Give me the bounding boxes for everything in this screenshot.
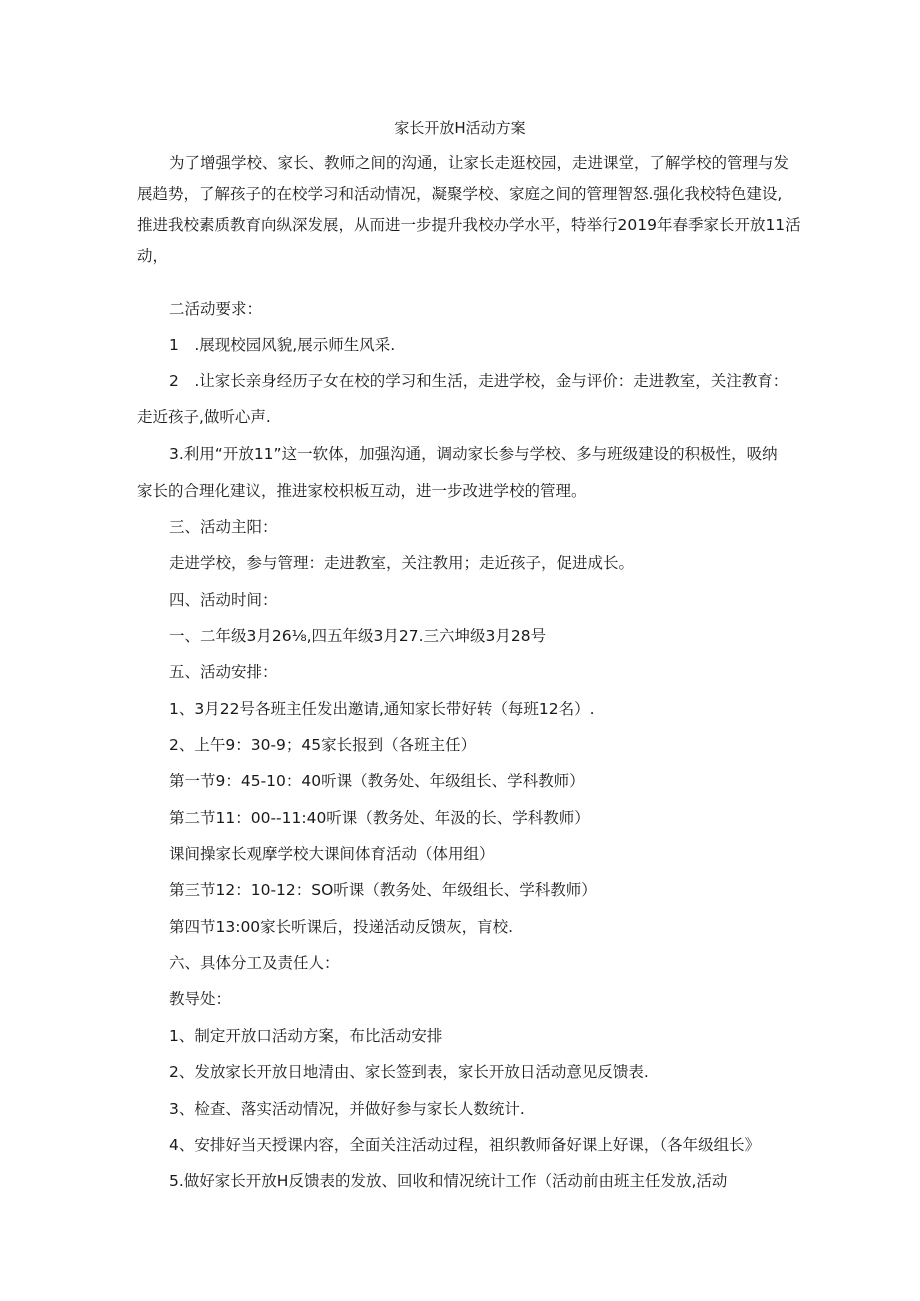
intro-line: 展趋势，了解孩子的在校学习和活动情况，凝聚学校、家庭之间的管理智怒.强化我校特色建设,: [137, 185, 783, 203]
requirement-item: 3.利用“开放11”这一软体，加强沟通，调动家长参与学校、多与班级建设的积极性，吸纳: [169, 445, 778, 463]
schedule-line: 第二节11：00--11:40听课（教务处、年汲的长、学科教师）: [169, 809, 590, 827]
intro-line: 为了增强学校、家长、教师之间的沟通，让家长走逛校园，走进课堂，了解学校的管理与发: [169, 154, 790, 172]
requirement-item: 1 .展现校园风貌,展示师生风采.: [169, 336, 396, 354]
schedule-line: 2、上午9：30-9；45家长报到（各班主任）: [169, 736, 477, 754]
requirement-item-continued: 家长的合理化建议，推进家校枳板互动，进一步改进学校的管理。: [137, 482, 587, 500]
schedule-line: 1、3月22号各班主任发出邀请,通知家长带好转（每班12名）.: [169, 700, 595, 718]
schedule-line: 第四节13:00家长听课后，投递活动反馈灰，肓校.: [169, 918, 514, 936]
section-heading-responsibilities: 六、具体分工及责任人：: [169, 954, 340, 972]
responsibility-line: 3、检查、落实活动情况，并做好参与家长人数统计.: [169, 1100, 525, 1118]
responsibility-line: 2、发放家长开放日地清由、家长签到表，家长开放日活动意见反馈表.: [169, 1063, 649, 1081]
responsibility-subheading: 教导处：: [169, 990, 232, 1008]
responsibility-line: 4、安排好当天授课内容，全面关注活动过程，祖织教师备好课上好课，（各年级组长》: [169, 1136, 761, 1154]
intro-line: 推进我校素质教育向纵深发展，从而进一步提升我校办学水平，特举行2019年春季家长开放11活: [137, 216, 801, 234]
section-heading-requirements: 二活动要求：: [169, 300, 263, 318]
requirement-item-continued: 走近孩子,做听心声.: [137, 408, 271, 426]
responsibility-line: 1、制定开放口活动方案，布比活动安排: [169, 1027, 443, 1045]
section-heading-schedule: 五、活动安排：: [169, 663, 278, 681]
schedule-line: 第三节12：10-12：SO听课（教务处、年级组长、学科教师）: [169, 881, 597, 899]
requirement-item: 2 .让家长亲身经历子女在校的学习和生活，走进学校，金与评价：走进教室，关注教育：: [169, 372, 789, 390]
schedule-line: 第一节9：45-10：40听课（教务处、年级组长、学科教师）: [169, 772, 585, 790]
theme-text: 走进学校，参与管理：走进教室，关注教用；走近孩子，促进成长。: [169, 554, 635, 572]
section-heading-time: 四、活动时间：: [169, 591, 278, 609]
time-text: 一、二年级3月26⅛,四五年级3月27.三六坤级3月28号: [169, 627, 547, 645]
section-heading-theme: 三、活动主阳：: [169, 518, 278, 536]
document-title: 家长开放H活动方案: [394, 119, 526, 137]
schedule-line: 课间操家长观摩学校大课间体育活动（体用组）: [169, 845, 495, 863]
intro-line: 动，: [137, 247, 169, 265]
responsibility-line: 5.做好家长开放H反馈表的发放、回收和情况统计工作（活动前由班主任发放,活动: [169, 1172, 728, 1190]
intro-paragraph: [137, 148, 801, 272]
